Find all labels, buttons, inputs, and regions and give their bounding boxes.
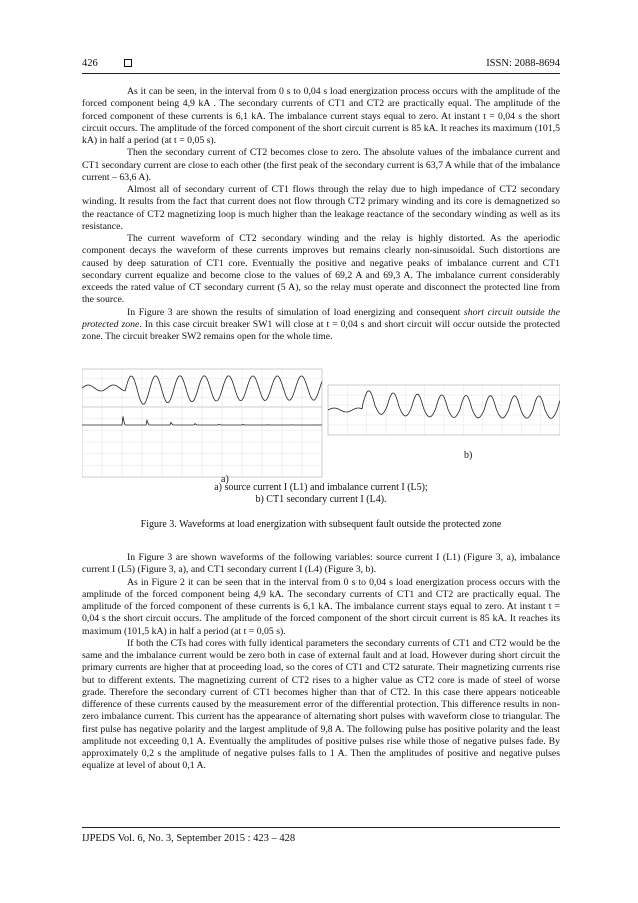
paragraph: In Figure 3 are shown waveforms of the following variables: source current I (L1) (Figure 3, a), imbalance current I (L5) (Figure 3, a), and CT1 secondary current I (L4) (Figure 3, b). [82,552,560,576]
page-number: 426 [82,58,98,69]
paragraph: If both the CTs had cores with fully identical parameters the secondary currents of CT1 and CT2 would be the same and the imbalance current would be zero both in case of external fault and at load. However during short circuit the primary currents are higher that at proceeding load, so the cores of CT1 and CT2 saturate. Their magnetizing currents rise but to different extents. The magnetizing current of CT2 rises to a higher value as CT2 core is made of steel of worse grade. Therefore the secondary current of CT1 becomes higher than that of CT2. In this case there appears noticeable difference of these currents caused by the measurement error of the differential protection. This difference results in non-zero imbalance current. This current has the appearance of alternating short pulses with waveform close to triangular. The first pulse has negative polarity and the largest amplitude of 9,8 A. The following pulse has positive polarity and the least amplitude not exceeding 0,1 A. Eventually the amplitudes of positive pulses rise while those of negative pulses fade. By approximately 0,2 s the amplitude of negative pulses falls to 1 A. Then the amplitudes of positive and negative pulses equalize at level of about 0,1 A. [82,637,560,772]
paragraph-figure-intro: In Figure 3 are shown the results of simulation of load energizing and consequent short circuit outside the protected zone. In this case circuit breaker SW1 will close at t = 0,04 s and short circuit will occur outside the protected zone. The circuit breaker SW2 remains open for the whole time. [82,306,560,342]
body-text-top [82,86,560,343]
paragraph: Then the secondary current of CT2 becomes close to zero. The absolute values of the imbalance current and CT1 secondary current are close to each other (the first peak of the secondary current is 63,7 A while that of the imbalance current – 63,6 A). [82,147,560,183]
paragraph: Almost all of secondary current of CT1 flows through the relay due to high impedance of CT2 secondary winding. It results from the fact that current does not flow through CT2 primary winding and its core is demagnetized so the reactance of CT2 magnetizing loop is much higher than the leakage reactance of the secondary winding as well as its resistance. [82,184,560,232]
square-icon [124,59,132,67]
paragraph: As in Figure 2 it can be seen that in the interval from 0 s to 0,04 s load energization process occurs with the amplitude of the forced component being 4,9 kA. The secondary currents of CT1 and CT2 are practically equal. The amplitude of the forced component of these currents is 6,1 kA. The imbalance current stays equal to zero. At instant t = 0,04 s the short circuit occurs. The amplitude of the forced component of the short circuit current is 85 kA. It reaches its maximum (101,5 kA) in half a period (at t = 0,05 s). [82,576,560,637]
page-header [82,58,560,72]
figure-label-b: b) [464,450,473,461]
paragraph: As it can be seen, in the interval from 0 s to 0,04 s load energization process occurs with the amplitude of the forced component being 4,9 kA . The secondary currents of CT1 and CT2 are practically equal. The amplitude of the forced component of these currents is 6,1 kA. The imbalance current stays equal to zero. At instant t = 0,04 s the short circuit occurs. The amplitude of the forced component of the short circuit current is 85 kA. It reaches its maximum (101,5 kA) in half a period (at t = 0,05 s). [82,86,560,146]
emphasis: short circuit outside the protected zone [82,306,560,330]
issn: ISSN: 2088-8694 [486,58,560,69]
figure-subcaption-a: a) source current I (L1) and imbalance current I (L5); [214,482,428,493]
paragraph: The current waveform of CT2 secondary winding and the relay is highly distorted. As the aperiodic component decays the waveform of these currents improves but remains clearly non-sinusoidal. Such distortions are caused by deep saturation of CT1 core. Eventually the positive and negative peaks of imbalance current and CT1 secondary current equalize and become close to the values of 69,2 A and 69,3 A. The imbalance current considerably exceeds the rated value of CT secondary current (5 A), so the relay must operate and disconnect the protected line from the source. [82,233,560,306]
plot-a [82,369,322,477]
footer-rule [82,827,560,828]
figure-caption: Figure 3. Waveforms at load energization with subsequent fault outside the protected zone [140,519,502,530]
header-rule [82,73,560,74]
figure-subcaption-b: b) CT1 secondary current I (L4). [255,494,387,505]
plot-b [328,385,560,435]
figure-3 [82,363,560,485]
body-text-bottom [82,552,560,773]
figure-label-a: a) [221,474,229,485]
footer: IJPEDS Vol. 6, No. 3, September 2015 : 423 – 428 [82,833,296,844]
